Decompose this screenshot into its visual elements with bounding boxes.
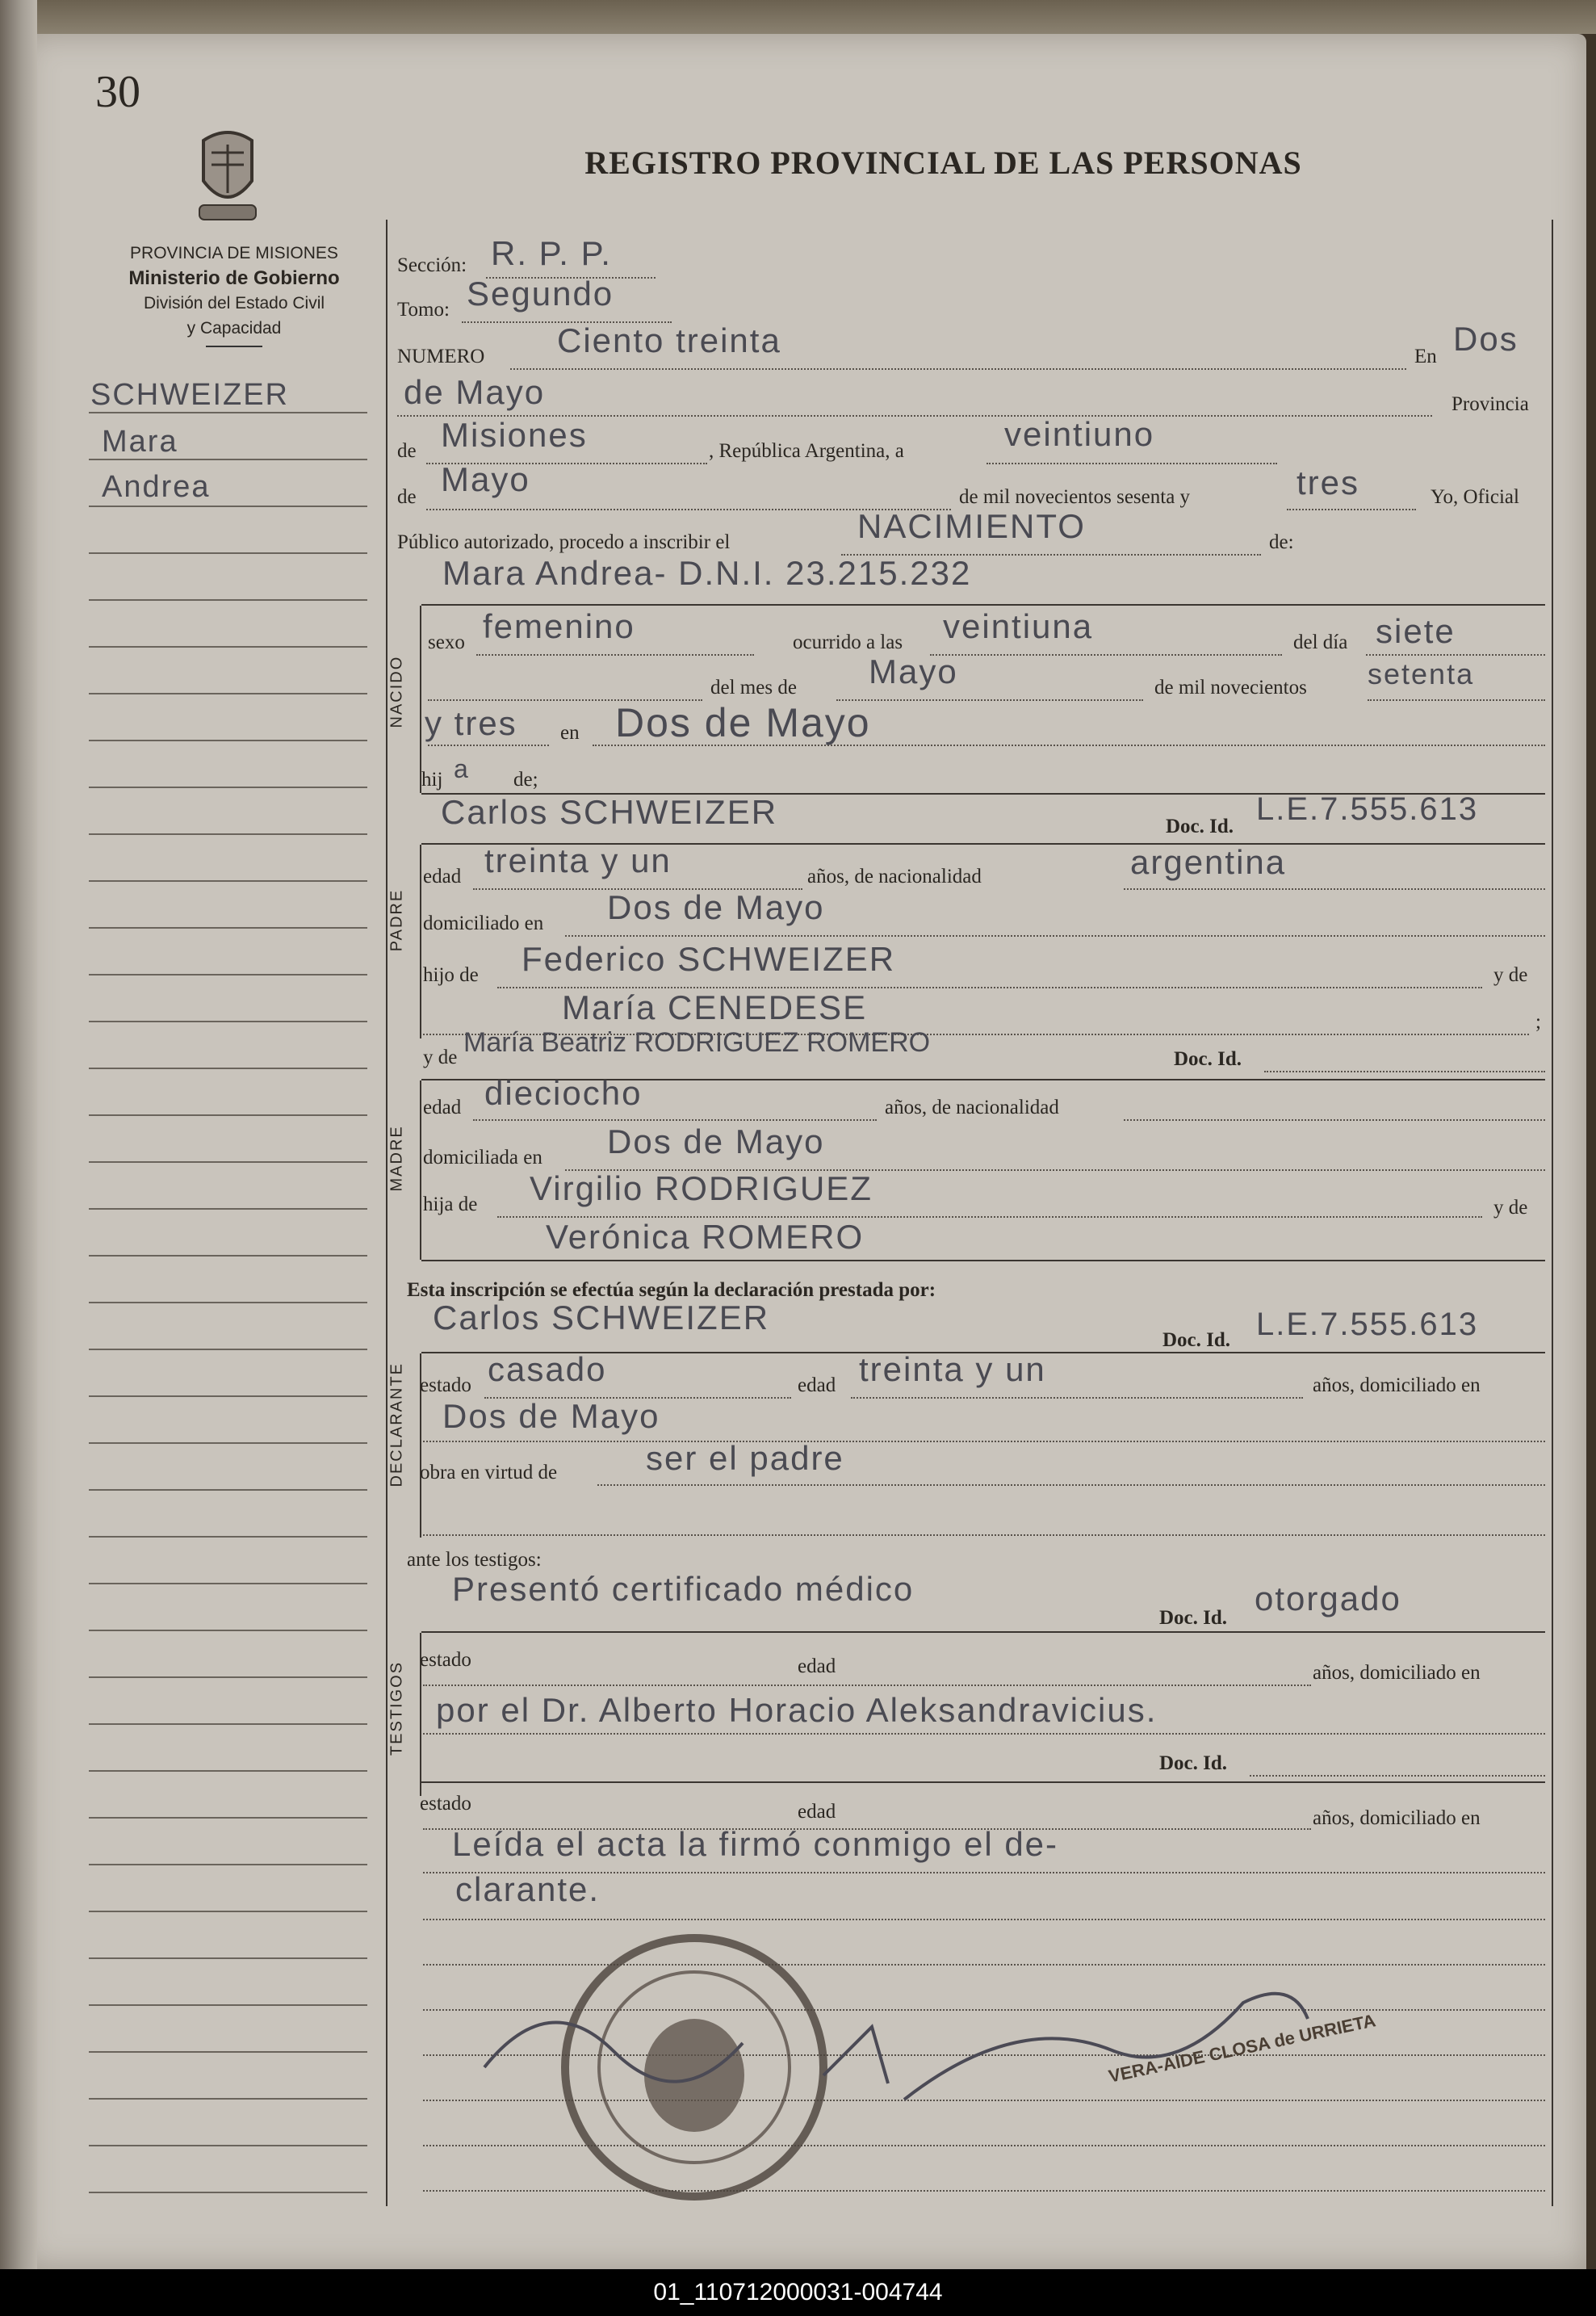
margin-rule [89, 1770, 367, 1772]
margin-rule [89, 2098, 367, 2100]
value-madre-nombre: María Beatriz RODRIGUEZ ROMERO [463, 1027, 931, 1058]
book-top-edge [0, 0, 1596, 34]
margin-rule [89, 974, 367, 975]
madre-edad-line [473, 1119, 877, 1121]
value-abuela-p: María CENEDESE [562, 988, 868, 1026]
margin-rule [89, 1208, 367, 1210]
margin-surname: SCHWEIZER [90, 378, 289, 412]
label-ante-testigos: ante los testigos: [407, 1549, 542, 1571]
margin-rule [89, 2145, 367, 2146]
section-nacido: NACIDO [387, 655, 406, 728]
madre-bracket [420, 1080, 421, 1260]
margin-rule [89, 833, 367, 835]
label-yo-oficial: Yo, Oficial [1431, 486, 1519, 508]
label-padre-doc: Doc. Id. [1166, 816, 1234, 837]
value-decl-obra: ser el padre [646, 1439, 844, 1477]
label-madre-nac: años, de nacionalidad [885, 1097, 1059, 1118]
value-numero: Ciento treinta [557, 321, 781, 359]
value-test2: por el Dr. Alberto Horacio Aleksandravicius. [436, 1691, 1158, 1729]
label-decl-estado: estado [420, 1374, 471, 1396]
anio-acta-line [1287, 509, 1416, 510]
label-tomo: Tomo: [397, 299, 450, 321]
value-decl-dom: Dos de Mayo [442, 1397, 660, 1435]
value-padre-nac: argentina [1130, 843, 1287, 881]
value-abuelo-p: Federico SCHWEIZER [522, 940, 896, 978]
value-mes-acta: Mayo [441, 460, 530, 498]
authority-ministry: Ministerio de Gobierno [128, 267, 340, 289]
label-decl-edad: edad [798, 1374, 836, 1396]
page-title: REGISTRO PROVINCIAL DE LAS PERSONAS [584, 145, 1302, 181]
margin-rule [89, 1161, 367, 1163]
margin-rule [89, 1021, 367, 1022]
section-madre: MADRE [387, 1125, 406, 1192]
label-test2-anos: años, domiciliado en [1313, 1807, 1481, 1829]
label-test1-edad: edad [798, 1655, 836, 1677]
label-padre-edad: edad [423, 866, 462, 887]
margin-name-1: Mara [102, 425, 178, 459]
margin-rule [89, 1442, 367, 1444]
margin-rule [89, 1349, 367, 1350]
label-test2-estado: estado [420, 1793, 471, 1815]
padre-nac-line [1124, 888, 1545, 890]
label-semicolon: ; [1535, 1011, 1541, 1033]
margin-rule [89, 1864, 367, 1865]
padre-bracket [420, 845, 421, 1038]
margin-rule [89, 1723, 367, 1725]
value-hora: veintiuna [943, 607, 1094, 645]
obra-line-2 [423, 1534, 1545, 1536]
value-madre-dom: Dos de Mayo [607, 1122, 825, 1160]
label-madre-doc: Doc. Id. [1174, 1048, 1242, 1070]
value-decl-doc: L.E.7.555.613 [1256, 1307, 1479, 1342]
value-lugar: Dos de Mayo [615, 700, 871, 745]
margin-rule [89, 506, 367, 507]
value-decada: setenta [1368, 657, 1475, 690]
margin-rule [89, 1302, 367, 1303]
value-test1-doc: otorgado [1255, 1580, 1401, 1617]
margin-rule [89, 1395, 367, 1397]
label-test2-doc: Doc. Id. [1159, 1752, 1228, 1774]
value-dia-acta: veintiuno [1004, 415, 1155, 453]
label-de-2: de [397, 486, 417, 508]
label-de-semi: de; [513, 769, 538, 791]
margin-rule [89, 552, 367, 554]
margin-rule [89, 1583, 367, 1584]
label-de-1: de [397, 440, 417, 462]
decl-dom-line [423, 1441, 1545, 1442]
label-padre-nac: años, de nacionalidad [807, 866, 982, 887]
value-abuelo-m: Virgilio RODRIGUEZ [530, 1169, 873, 1207]
value-en-a: Dos [1453, 320, 1519, 358]
value-seccion: R. P. P. [491, 234, 612, 272]
label-y-de-1: y de [1493, 964, 1528, 986]
dia-acta-line [987, 463, 1277, 464]
label-provincia: Provincia [1451, 393, 1529, 415]
section-declarante: DECLARANTE [387, 1362, 406, 1487]
label-decl-doc: Doc. Id. [1162, 1329, 1231, 1351]
value-test4: clarante. [455, 1870, 601, 1908]
label-republica: , República Argentina, a [709, 440, 904, 462]
margin-rule [89, 2004, 367, 2006]
label-y-de-madre: y de [423, 1047, 458, 1068]
madre-doc-line [1264, 1071, 1545, 1072]
label-hija-de: hija de [423, 1194, 478, 1215]
label-hij: hij [421, 769, 443, 791]
margin-rule [89, 1068, 367, 1069]
form-left-border [386, 220, 387, 2206]
value-sexo: femenino [483, 607, 635, 645]
hora-line [930, 654, 1282, 656]
signature-icon [452, 1954, 1502, 2132]
padre-dom-line [565, 935, 1545, 937]
margin-rule [89, 1676, 367, 1678]
margin-rule [89, 1536, 367, 1538]
value-mes: Mayo [869, 652, 958, 690]
margin-rule [89, 2192, 367, 2193]
label-obra: obra en virtud de [420, 1462, 558, 1483]
margin-rule [89, 880, 367, 882]
value-provincia: Misiones [441, 416, 588, 454]
label-numero: NUMERO [397, 346, 485, 367]
label-publico: Público autorizado, procedo a inscribir el [397, 531, 731, 553]
authority-province: PROVINCIA DE MISIONES [130, 244, 338, 262]
issuing-authority [89, 241, 379, 347]
label-test1-estado: estado [420, 1649, 471, 1671]
margin-rule [89, 1489, 367, 1491]
authority-rule [206, 346, 262, 347]
decl-edad-line [851, 1397, 1303, 1399]
madre-nac-line [1124, 1119, 1545, 1121]
margin-rule [89, 1911, 367, 1912]
decada-line [1368, 699, 1545, 701]
value-decl-estado: casado [488, 1350, 607, 1388]
test2-line [423, 1733, 1545, 1735]
dia-line [1366, 654, 1545, 656]
test1-rule [421, 1631, 1545, 1633]
form-right-border [1552, 220, 1553, 2206]
value-nombre: Mara Andrea- D.N.I. 23.215.232 [442, 554, 972, 592]
test1-estado-line [423, 1685, 1311, 1686]
value-dia: siete [1376, 612, 1456, 650]
value-anio-acta: tres [1296, 464, 1360, 501]
label-de-mil-nov: de mil novecientos [1154, 677, 1307, 699]
margin-rule [89, 740, 367, 741]
test2-rule [421, 1781, 1545, 1783]
value-madre-edad: dieciocho [484, 1074, 643, 1112]
margin-rule [89, 1817, 367, 1819]
label-madre-edad: edad [423, 1097, 462, 1118]
document-id-footer: 01_110712000031-004744 [0, 2269, 1596, 2316]
label-en: En [1414, 346, 1437, 367]
value-padre-edad: treinta y un [484, 841, 672, 879]
value-anio: y tres [425, 704, 517, 742]
mes-line [836, 699, 1143, 701]
label-seccion: Sección: [397, 254, 467, 276]
margin-rule [89, 787, 367, 788]
label-sexo: sexo [428, 631, 465, 653]
value-test3: Leída el acta la firmó conmigo el de- [452, 1825, 1059, 1863]
value-tomo: Segundo [467, 275, 614, 313]
label-en-lugar: en [560, 722, 580, 744]
page-number: 30 [95, 67, 140, 117]
label-de-colon: de: [1269, 531, 1294, 553]
value-padre-dom: Dos de Mayo [607, 888, 825, 926]
label-padre-dom: domiciliado en [423, 913, 544, 934]
label-madre-dom: domiciliada en [423, 1147, 542, 1168]
lower-rule [423, 1919, 1545, 1920]
obra-line [597, 1484, 1545, 1486]
officer-stamp-text: VERA-AIDE CLOSA de URRIETA [1106, 2010, 1378, 2087]
margin-rule [89, 1255, 367, 1257]
value-en-b: de Mayo [404, 373, 546, 411]
authority-capacity: y Capacidad [186, 319, 282, 338]
nacido-bracket [420, 606, 421, 793]
section-padre: PADRE [387, 888, 406, 952]
value-hij-suffix: a [454, 754, 470, 783]
label-esta-inscripcion: Esta inscripción se efectúa según la declaración prestada por: [407, 1279, 936, 1301]
margin-rule [89, 1114, 367, 1116]
margin-rule [89, 1630, 367, 1631]
label-mil-nov: de mil novecientos sesenta y [959, 486, 1191, 508]
label-test1-anos: años, domiciliado en [1313, 1662, 1481, 1684]
value-acto: NACIMIENTO [857, 507, 1086, 545]
label-hijo-de: hijo de [423, 964, 479, 986]
section-testigos: TESTIGOS [387, 1660, 406, 1756]
test2-doc-line [1250, 1775, 1545, 1777]
value-decl-edad: treinta y un [859, 1350, 1046, 1388]
label-ocurrido: ocurrido a las [793, 631, 903, 653]
value-padre-doc: L.E.7.555.613 [1256, 791, 1479, 827]
value-padre-nombre: Carlos SCHWEIZER [441, 793, 778, 831]
sexo-line [476, 654, 754, 656]
margin-rule [89, 599, 367, 601]
label-del-mes: del mes de [710, 677, 797, 699]
value-test1: Presentó certificado médico [452, 1570, 915, 1608]
margin-rule [89, 693, 367, 694]
numero-line [510, 368, 1406, 370]
margin-rule [89, 927, 367, 929]
nombre-rule [421, 604, 1545, 606]
margin-rule [89, 2051, 367, 2053]
label-test1-doc: Doc. Id. [1159, 1607, 1228, 1629]
anio-line [428, 745, 549, 746]
authority-division: División del Estado Civil [143, 294, 325, 313]
value-decl-nombre: Carlos SCHWEIZER [433, 1299, 770, 1336]
label-test2-edad: edad [798, 1801, 836, 1823]
label-decl-anos: años, domiciliado en [1313, 1374, 1481, 1396]
book-binding [0, 0, 37, 2269]
margin-name-2: Andrea [102, 470, 211, 504]
madre-rule [421, 1260, 1545, 1261]
margin-rule [89, 646, 367, 648]
margin-rule [89, 1957, 367, 1959]
label-del-dia: del día [1293, 631, 1348, 653]
label-y-de-2: y de [1493, 1197, 1528, 1219]
value-abuela-m: Verónica ROMERO [546, 1218, 865, 1256]
